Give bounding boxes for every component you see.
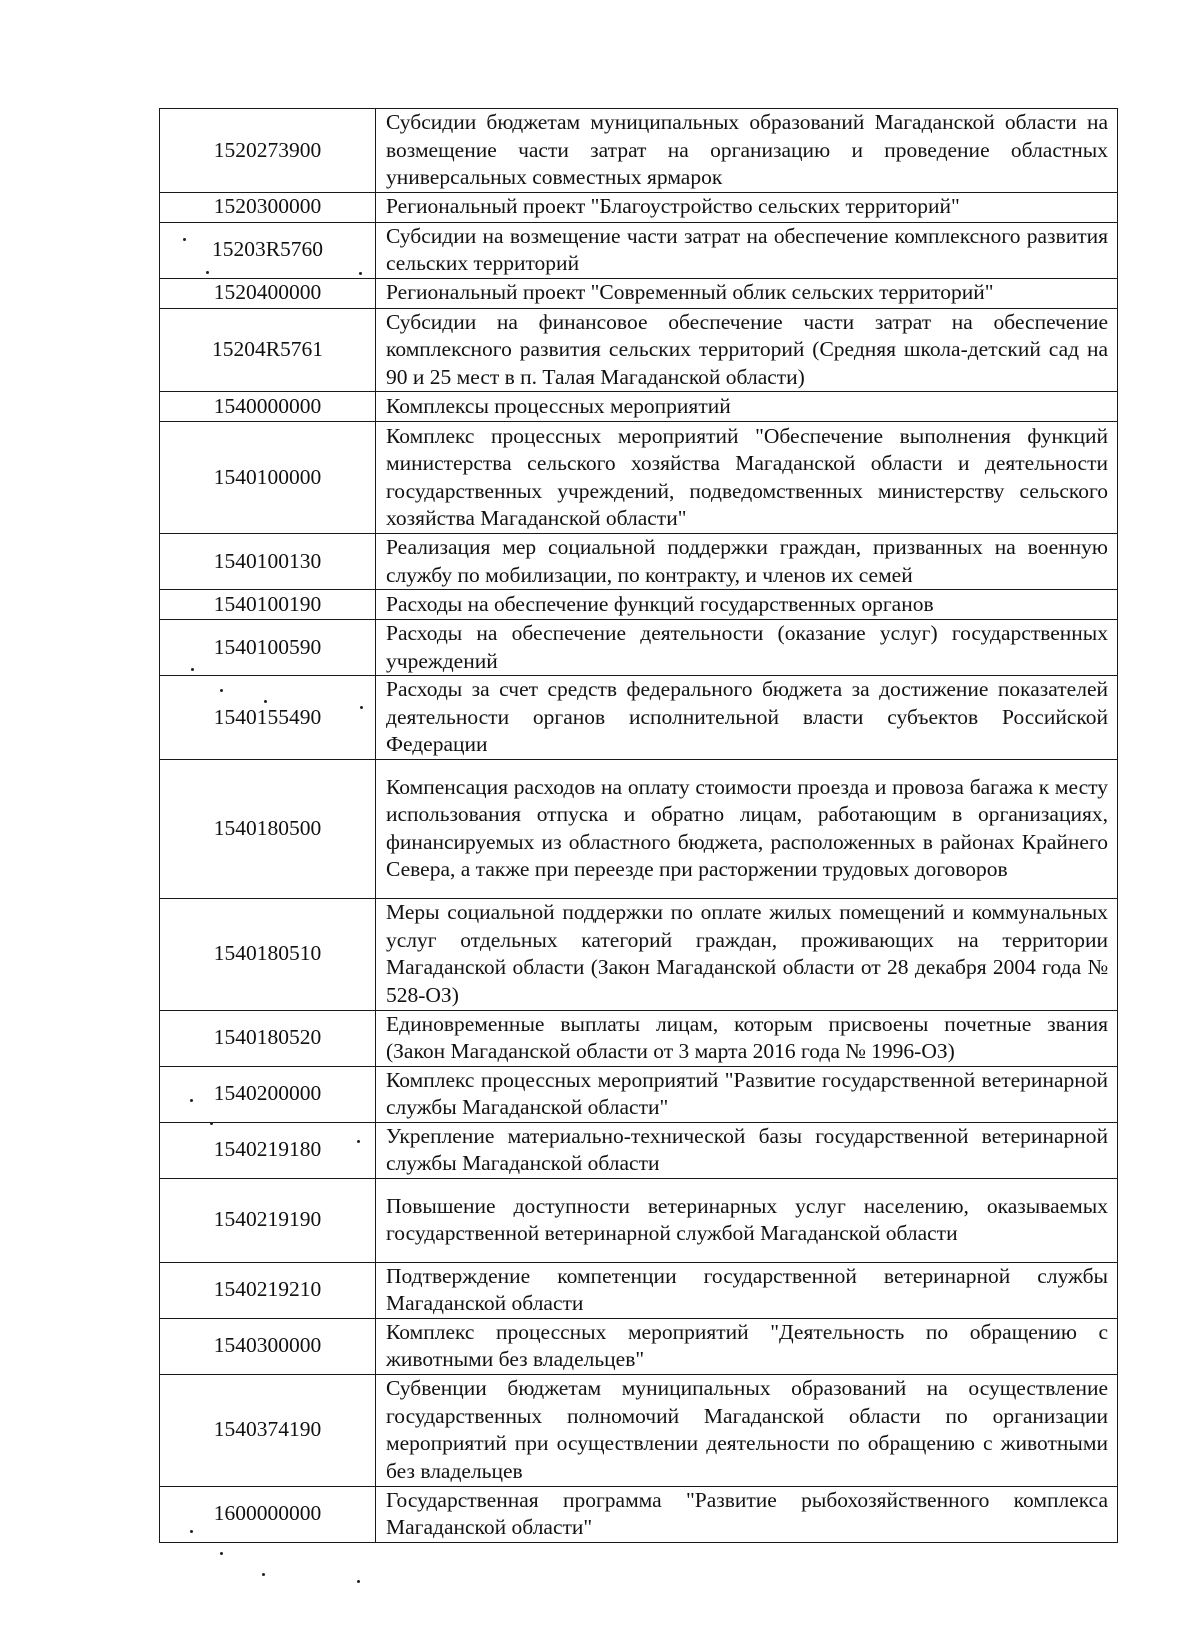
table-row bbox=[160, 898, 1118, 1010]
code-cell: 1540100190 bbox=[160, 590, 376, 620]
code-cell: 15203R5760 bbox=[160, 222, 376, 278]
description-cell: Комплексы процессных мероприятий bbox=[376, 392, 1118, 422]
description-cell: Субвенции бюджетам муниципальных образований на осуществление государственных полномочий Магаданской области по организации мероприятий при осуществлении деятельности по обращению с животными без владельцев bbox=[376, 1374, 1118, 1486]
table-row bbox=[160, 278, 1118, 308]
description-cell: Расходы за счет средств федерального бюджета за достижение показателей деятельности органов исполнительной власти субъектов Российской Федерации bbox=[376, 676, 1118, 760]
table-row bbox=[160, 590, 1118, 620]
table-row bbox=[160, 422, 1118, 534]
code-cell: 1520400000 bbox=[160, 278, 376, 308]
code-cell: 1520273900 bbox=[160, 109, 376, 193]
description-cell: Комплекс процессных мероприятий "Обеспечение выполнения функций министерства сельского хозяйства Магаданской области и деятельности государственных учреждений, подведомственных министерству сельского хозяйства Магаданской области" bbox=[376, 422, 1118, 534]
table-row bbox=[160, 759, 1118, 898]
description-cell: Повышение доступности ветеринарных услуг населению, оказываемых государственной ветеринарной службой Магаданской области bbox=[376, 1178, 1118, 1262]
scan-speck bbox=[210, 1122, 213, 1125]
table-row bbox=[160, 620, 1118, 676]
code-cell: 1520300000 bbox=[160, 192, 376, 222]
table-row bbox=[160, 1010, 1118, 1066]
table-row bbox=[160, 1262, 1118, 1318]
scan-speck bbox=[220, 689, 223, 692]
scan-speck bbox=[357, 1580, 360, 1583]
description-cell: Государственная программа "Развитие рыбохозяйственного комплекса Магаданской области" bbox=[376, 1486, 1118, 1542]
table-row bbox=[160, 1122, 1118, 1178]
table-row bbox=[160, 1178, 1118, 1262]
scan-speck bbox=[220, 1552, 223, 1555]
table-row bbox=[160, 308, 1118, 392]
table-row bbox=[160, 192, 1118, 222]
table-row bbox=[160, 1318, 1118, 1374]
description-cell: Субсидии бюджетам муниципальных образований Магаданской области на возмещение части затрат на организацию и проведение областных универсальных совместных ярмарок bbox=[376, 109, 1118, 193]
table-row bbox=[160, 1374, 1118, 1486]
code-cell: 1540374190 bbox=[160, 1374, 376, 1486]
description-cell: Расходы на обеспечение функций государственных органов bbox=[376, 590, 1118, 620]
budget-code-table bbox=[159, 108, 1118, 1543]
code-cell: 1540219210 bbox=[160, 1262, 376, 1318]
description-cell: Компенсация расходов на оплату стоимости проезда и провоза багажа к месту использования отпуска и обратно лицам, работающим в организациях, финансируемых из областного бюджета, расположенных в районах Крайнего Севера, а также при переезде при расторжении трудовых договоров bbox=[376, 759, 1118, 898]
code-cell: 1540100130 bbox=[160, 534, 376, 590]
scan-speck bbox=[360, 706, 363, 709]
description-cell: Комплекс процессных мероприятий "Развитие государственной ветеринарной службы Магаданской области" bbox=[376, 1066, 1118, 1122]
scan-speck bbox=[190, 1099, 193, 1102]
scan-speck bbox=[262, 1573, 265, 1576]
table-row bbox=[160, 1066, 1118, 1122]
description-cell: Субсидии на финансовое обеспечение части затрат на обеспечение комплексного развития сельских территорий (Средняя школа-детский сад на 90 и 25 мест в п. Талая Магаданской области) bbox=[376, 308, 1118, 392]
description-cell: Региональный проект "Современный облик сельских территорий" bbox=[376, 278, 1118, 308]
description-cell: Реализация мер социальной поддержки граждан, призванных на военную службу по мобилизации, по контракту, и членов их семей bbox=[376, 534, 1118, 590]
description-cell: Субсидии на возмещение части затрат на обеспечение комплексного развития сельских территорий bbox=[376, 222, 1118, 278]
code-cell: 1540180520 bbox=[160, 1010, 376, 1066]
description-cell: Укрепление материально-технической базы государственной ветеринарной службы Магаданской области bbox=[376, 1122, 1118, 1178]
table-row bbox=[160, 392, 1118, 422]
code-cell: 1540100590 bbox=[160, 620, 376, 676]
table-row bbox=[160, 222, 1118, 278]
code-cell: 1540219190 bbox=[160, 1178, 376, 1262]
scan-speck bbox=[183, 238, 186, 241]
scan-speck bbox=[190, 1530, 193, 1533]
table-row bbox=[160, 109, 1118, 193]
description-cell: Меры социальной поддержки по оплате жилых помещений и коммунальных услуг отдельных категорий граждан, проживающих на территории Магаданской области (Закон Магаданской области от 28 декабря 2004 года № 528-ОЗ) bbox=[376, 898, 1118, 1010]
scan-speck bbox=[206, 271, 209, 274]
code-cell: 1540000000 bbox=[160, 392, 376, 422]
description-cell: Региональный проект "Благоустройство сельских территорий" bbox=[376, 192, 1118, 222]
code-cell: 1540180510 bbox=[160, 898, 376, 1010]
scan-speck bbox=[191, 668, 194, 671]
code-cell: 1600000000 bbox=[160, 1486, 376, 1542]
description-cell: Единовременные выплаты лицам, которым присвоены почетные звания (Закон Магаданской области от 3 марта 2016 года № 1996-ОЗ) bbox=[376, 1010, 1118, 1066]
scan-speck bbox=[357, 1140, 360, 1143]
scan-speck bbox=[359, 272, 362, 275]
code-cell: 1540200000 bbox=[160, 1066, 376, 1122]
code-cell: 1540300000 bbox=[160, 1318, 376, 1374]
code-cell: 1540100000 bbox=[160, 422, 376, 534]
scan-speck bbox=[264, 700, 267, 703]
table-row bbox=[160, 676, 1118, 760]
table-row bbox=[160, 1486, 1118, 1542]
description-cell: Комплекс процессных мероприятий "Деятельность по обращению с животными без владельцев" bbox=[376, 1318, 1118, 1374]
code-cell: 1540155490 bbox=[160, 676, 376, 760]
code-cell: 1540219180 bbox=[160, 1122, 376, 1178]
table-row bbox=[160, 534, 1118, 590]
code-cell: 15204R5761 bbox=[160, 308, 376, 392]
description-cell: Подтверждение компетенции государственной ветеринарной службы Магаданской области bbox=[376, 1262, 1118, 1318]
code-cell: 1540180500 bbox=[160, 759, 376, 898]
description-cell: Расходы на обеспечение деятельности (оказание услуг) государственных учреждений bbox=[376, 620, 1118, 676]
